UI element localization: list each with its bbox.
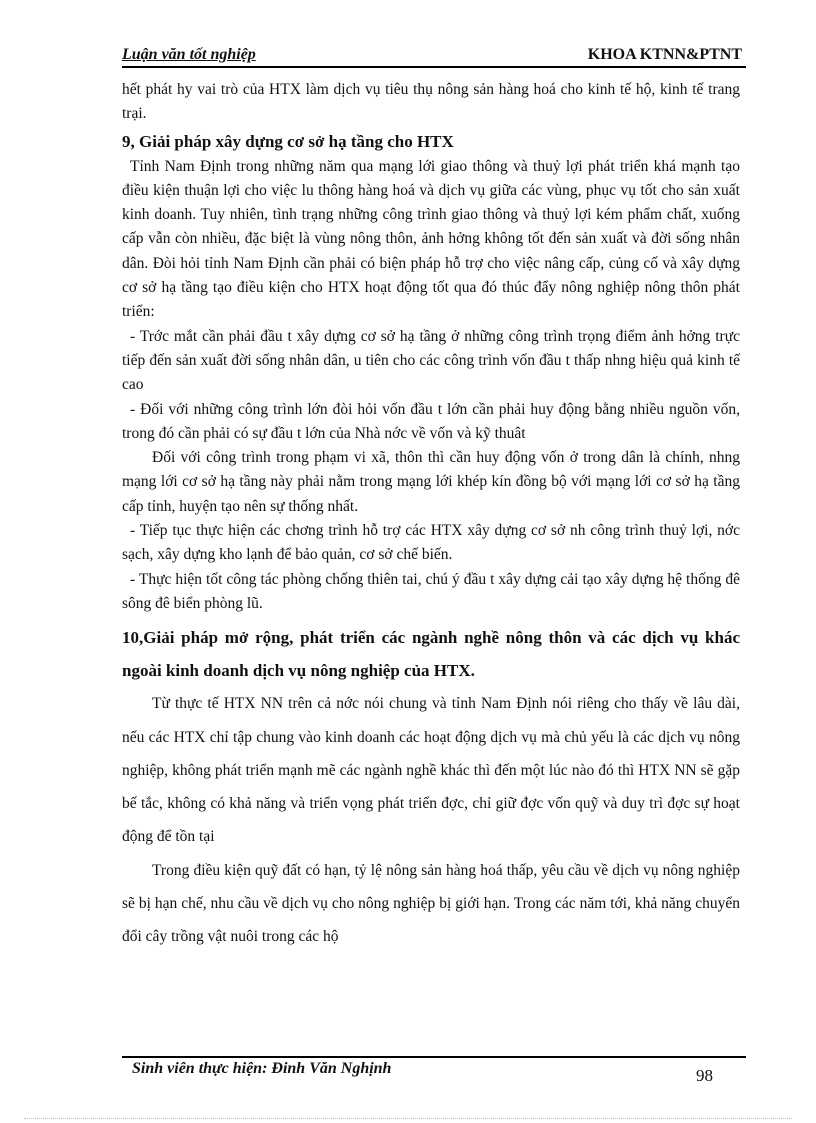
paragraph-9-6: - Thực hiện tốt công tác phòng chống thiên tai, chú ý đầu t xây dựng cải tạo xây dựng hệ thống đê sông đê biển phòng lũ.	[122, 570, 740, 612]
section-heading-10: 10,Giải pháp mở rộng, phát triển các ngành nghề nông thôn và các dịch vụ khác ngoài kinh doanh dịch vụ nông nghiệp của HTX.	[122, 628, 740, 681]
paragraph-9-5: - Tiếp tục thực hiện các chơng trình hỗ trợ các HTX xây dựng cơ sở nh công trình thuỷ lợi, nớc sạch, xây dựng kho lạnh để bảo quản, cơ sở chế biến.	[122, 522, 740, 564]
page-body	[122, 78, 740, 954]
paragraph-10-1: Từ thực tế HTX NN trên cả nớc nói chung và tỉnh Nam Định nói riêng cho thấy về lâu dài, nếu các HTX chỉ tập chung vào kinh doanh các hoạt động dịch vụ mà chủ yếu là các dịch vụ nông nghiệp, không phát triển mạnh mẽ các ngành nghề khác thì đến một lúc nào đó thì HTX NN sẽ gặp bế tắc, không có khả năng và triển vọng phát triển đợc, chỉ giữ đợc vốn quỹ và duy trì đợc sự hoạt động để tồn tại	[122, 695, 740, 846]
footer-rule	[122, 1056, 746, 1058]
paragraph-9-4: Đối với công trình trong phạm vi xã, thôn thì cần huy động vốn ở trong dân là chính, nhng mạng lới cơ sở hạ tầng này phải nằm trong mạng lới khép kín đồng bộ với mạng lới cơ sở hạ tầng cấp tỉnh, huyện tạo nên sự thống nhất.	[122, 449, 740, 515]
header-thesis-label: Luận văn tốt nghiệp	[122, 46, 256, 63]
paragraph-10-2: Trong điều kiện quỹ đất có hạn, tỷ lệ nông sản hàng hoá thấp, yêu cầu về dịch vụ nông nghiệp sẽ bị hạn chế, nhu cầu về dịch vụ cho nông nghiệp bị giới hạn. Trong các năm tới, khả năng chuyển đổi cây trồng vật nuôi trong các hộ	[122, 861, 740, 946]
page-number: 98	[696, 1066, 713, 1085]
footer-author: Sinh viên thực hiện: Đinh Văn Nghịnh	[132, 1060, 392, 1077]
paragraph-9-2: - Trớc mắt cần phải đầu t xây dựng cơ sở hạ tầng ở những công trình trọng điểm ảnh hởng trực tiếp đến sản xuất đời sống nhân dân, u tiên cho các công trình vốn đầu t thấp nhng hiệu quả kinh tế cao	[122, 327, 740, 394]
paragraph-9-3: - Đối với những công trình lớn đòi hỏi vốn đầu t lớn cần phải huy động bằng nhiều nguồn vốn, trong đó cần phải có sự đầu t lớn của Nhà nớc về vốn và kỹ thuât	[122, 400, 740, 442]
paragraph-9-1: Tỉnh Nam Định trong những năm qua mạng lới giao thông và thuỷ lợi phát triển khá mạnh tạo điều kiện thuận lợi cho việc lu thông hàng hoá và dịch vụ giữa các vùng, phục vụ tốt cho sản xuất kinh doanh. Tuy nhiên, tình trạng những công trình giao thông và thuỷ lợi kém phẩm chất, xuống cấp vẫn còn nhiều, đặc biệt là vùng nông thôn, ảnh hởng không tốt đến sản xuất và đời sống nhân dân. Đòi hỏi tỉnh Nam Định cần phải có biện pháp hỗ trợ cho việc nâng cấp, củng cố và xây dựng cơ sở hạ tầng tạo điều kiện cho HTX hoạt động tốt qua đó thúc đẩy nông nghiệp nông thôn phát triển:	[122, 157, 740, 321]
page-bottom-divider	[24, 1118, 792, 1119]
header-faculty-label: KHOA KTNN&PTNT	[587, 46, 742, 63]
paragraph-intro: hết phát hy vai trò của HTX làm dịch vụ tiêu thụ nông sản hàng hoá cho kinh tế hộ, kinh tế trang trại.	[122, 81, 740, 123]
page-header	[122, 46, 746, 68]
section-heading-9: 9, Giải pháp xây dựng cơ sở hạ tầng cho HTX	[122, 131, 454, 151]
